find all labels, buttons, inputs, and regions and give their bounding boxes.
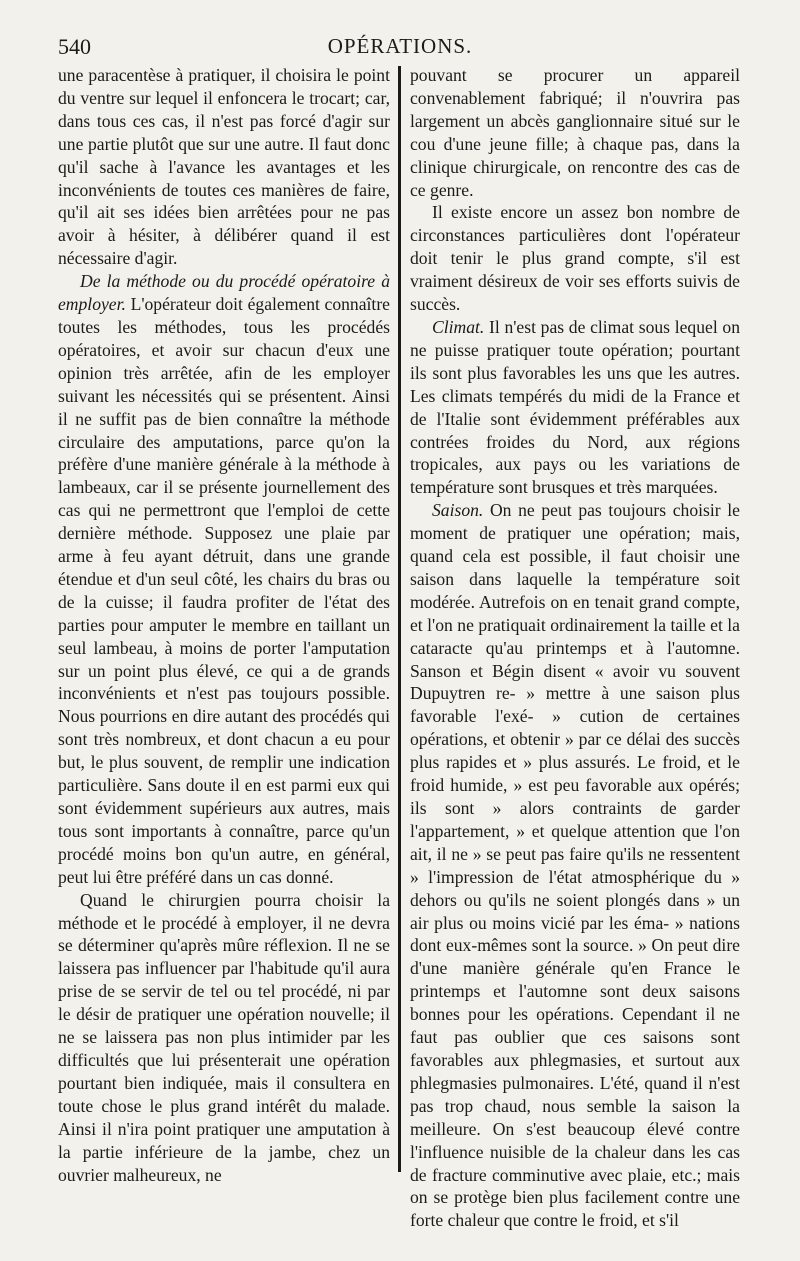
paragraph-text: L'opérateur doit également connaître toutes les méthodes, tous les procédés opératoires, et avoir sur chacun d'eux une opinion très arrêtée, afin de les employer suivant les nécessités qui se présentent. Ainsi il ne suffit pas de bien connaître la méthode circulaire des amputations, parce qu'on la préfère d'une manière générale à la méthode à lambeaux, car il se présente journellement des cas qui ne permettront que l'emploi de cette dernière méthode. Supposez une plaie par arme à feu ayant détruit, dans une grande étendue et d'un seul côté, les chairs du bras ou de la cuisse; il faudra profiter de l'état des parties pour amputer le membre en taillant un seul lambeau, à moins de porter l'amputation sur un point plus élevé, ce qui a de grands inconvénients et n'est pas toujours possible. Nous pourrions en dire autant des procédés qui sont très nombreux, et dont chacun a eu pour but, le plus souvent, de remplir une indication particulière. Sans doute il en est parmi eux qui sont évidemment supérieurs aux autres, mais tous sont importants à connaître, parce qu'un procédé moins bon qu'un autre, en général, peut lui être préféré dans un cas donné.: [58, 294, 390, 887]
page-number: 540: [58, 34, 91, 59]
section-heading: De la méthode ou du procédé opératoire à employer.: [58, 271, 390, 315]
paragraph-text: On ne peut pas toujours choisir le moment de pratiquer une opération; mais, quand cela est possible, il faut choisir une saison dans laquelle la température soit modérée. Autrefois on en tenait grand compte, et l'on ne pratiquait ordinairement la taille et la cataracte qu'au printemps et à l'automne. Sanson et Bégin disent « avoir vu souvent Dupuytren re- » mettre à une saison plus favorable l'exé- » cution de certaines opérations, et obtenir » par ce délai des succès plus rapides et » plus assurés. Le froid, et le froid humide, » est peu favorable aux opérés; ils sont » alors contraints de garder l'appartement, » et quelque attention que l'on ait, il ne » se peut pas faire qu'ils ne ressentent » l'impression de l'état atmosphérique du » dehors ou qu'ils ne soient plongés dans » un air plus ou moins vicié par les éma- » nations dont eux-mêmes sont la source. » On peut dire d'une manière générale qu'en France le printemps et l'automne sont deux saisons bonnes pour les opérations. Cependant il ne faut pas oublier que ces saisons sont favorables aux phlegmasies, et surtout aux phlegmasies pulmonaires. L'été, quand il n'est pas trop chaud, nous semble la saison la meilleure. On s'est beaucoup élevé contre l'influence nuisible de la chaleur dans les cas de fracture comminutive avec plaie, etc.; mais on se protège bien plus facilement contre une forte chaleur que contre le froid, et s'il: [410, 500, 740, 1231]
paragraph: [410, 499, 740, 1232]
section-heading: Saison.: [432, 500, 484, 521]
page-header: [58, 34, 742, 64]
paragraph: Quand le chirurgien pourra choisir la méthode et le procédé à employer, il ne devra se déterminer qu'après mûre réflexion. Il ne se laissera pas influencer par l'habitude qu'il aura prise de se servir de tel ou tel procédé, ni par le désir de pratiquer une opération nouvelle; il ne se laissera pas non plus intimider par les difficultés que lui présenterait une opération pourtant bien indiquée, mais il consultera en toute chose le plus grand intérêt du malade. Ainsi il n'ira point pratiquer une amputation à la partie inférieure de la jambe, chez un ouvrier malheureux, ne: [58, 889, 390, 1185]
paragraph: pouvant se procurer un appareil convenablement fabriqué; il n'ouvrira pas largement un abcès ganglionnaire situé sur le cou d'une jeune fille; à chaque pas, dans la clinique chirurgicale, on rencontre des cas de ce genre.: [410, 65, 740, 200]
section-heading: Climat.: [432, 316, 485, 337]
paragraph: [410, 316, 740, 499]
column-divider: [398, 66, 401, 1172]
paragraph: une paracentèse à pratiquer, il choisira le point du ventre sur lequel il enfoncera le trocart; car, dans tous ces cas, il n'est pas forcé d'agir sur une partie plutôt que sur une autre. Il faut donc qu'il sache à l'avance les avantages et les inconvénients de toutes ces manières de faire, qu'il ait ses idées bien arrêtées pour ne pas avoir à hésiter, à délibérer quand il est nécessaire d'agir.: [58, 65, 390, 269]
right-column: [410, 64, 740, 1232]
paragraph-text: Il n'est pas de climat sous lequel on ne puisse pratiquer toute opération; pourtant ils sont plus favorables les uns que les autres. Les climats tempérés du midi de la France et de l'Italie sont évidemment préférables aux contrées froides du Nord, aux régions tropicales, aux pays ou les variations de température sont brusques et très marquées.: [410, 316, 740, 498]
running-title: OPÉRATIONS.: [327, 34, 473, 58]
paragraph: [58, 270, 390, 888]
left-column: [58, 64, 390, 1186]
paragraph: Il existe encore un assez bon nombre de circonstances particulières dont l'opérateur doit tenir le plus grand compte, s'il est vraiment désireux de voir ses efforts suivis de succès.: [410, 202, 740, 315]
